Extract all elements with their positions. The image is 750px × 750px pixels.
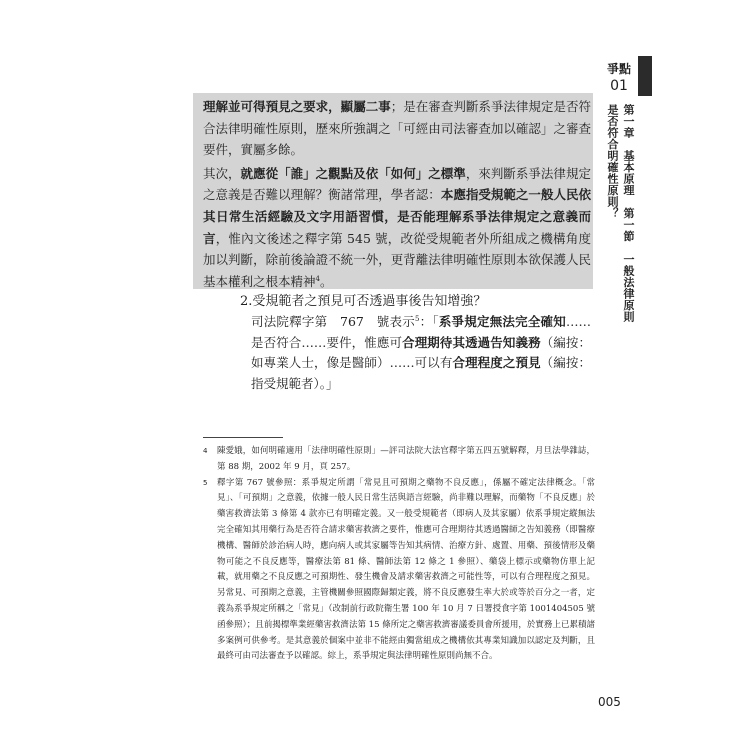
interpretation-quote [251,312,591,394]
quote-g: 合理程度之預見 [452,355,541,370]
main-body [203,96,591,292]
footnote-text: 陳愛娥，如何明確適用「法律明確性原則」—評司法院大法官釋字第五四五號解釋，月旦法學雜誌，第 88 期，2002 年 9 月，頁 257。 [217,446,595,472]
paragraph-2 [203,163,591,293]
footnotes [203,444,595,665]
paragraph-1 [203,96,591,161]
quote-d: ……是否符合……要件，惟應可 [251,314,591,350]
quote-a: 司法院釋字第 767 號表示 [251,314,415,329]
p2-d: 本應指受規範之一般人民依其日常生活經驗及文字用語習慣，是否能理解系爭法律規定之意義而言 [203,187,591,246]
footnote-ref-5[interactable]: 5 [414,314,420,323]
p1-bold: 理解並可得預見之要求，顯屬二事 [203,99,391,114]
p2-b: 就應從「誰」之觀點及依「如何」之標準 [240,165,466,181]
footnote-4 [203,444,595,476]
issue-label: 爭點 [606,62,631,76]
issue-question-header: 是否符合明確性原則？ [606,104,619,219]
quote-h: （編按：指受規範者）。」 [251,355,591,391]
quote-c: 系爭規定無法完全確知 [438,314,566,329]
page-number: 005 [598,695,621,709]
p2-c: ，來判斷系爭法律規定之意義是否難以理解？衡諸常理，學者認： [203,165,591,203]
quote-b: ：「 [419,314,439,329]
p2-a: 其次， [203,165,241,181]
issue-number: 01 [610,78,628,94]
chapter-marker-bar [638,56,652,96]
quote-f: （編按：如專業人士，像是醫師）……可以有 [251,334,591,370]
p1-rest: ；是在審查判斷系爭法律規定是否符合法律明確性原則，歷來所強調之「可經由司法審查加以確認」之審查要件，實屬多餘。 [203,99,591,158]
p2-end: 。 [319,273,333,289]
footnote-text: 釋字第 767 號參照：系爭規定所謂「常見且可預期之藥物不良反應」，係屬不確定法律概念。「常見」、「可預期」之意義，依據一般人民日常生活與語言經驗，尚非難以理解，而藥物「不良反應」於藥害救濟法第 3 條第 4 款亦已有明確定義。又一般受規範者（即病人及其家屬）依系爭規定縱無法完全確知其用藥行為是否符合請求藥害救濟之要件，惟應可合理期待其透過醫師之告知義務（即醫療機構、醫師於診治病人時，應向病人或其家屬等告知其病情、治療方針、處置、用藥、預後情形及藥物可能之不良反應等，醫療法第 81 條、醫師法第 12 條之 1 參照）、藥袋上標示或藥物仿單上記載，就用藥之不良反應之可預期性、發生機會及請求藥害救濟之可能性等，可以有合理程度之預見。另常見、可預期之意義，主管機關參照國際歸類定義，將不良反應發生率大於或等於百分之一者，定義為系爭規定所稱之「常見」（改制前行政院衛生署 100 年 10 月 7 日署授食字第 1001404505 號函參照）；且前揭標準業經藥害救濟法第 15 條所定之藥害救濟審議委員會所援用，於實務上已累積諸多案例可供參考。是其意義於個案中並非不能經由獨當組成之機構依其專業知識加以認定及判斷，且最終可由司法審查予以確認。綜上，系爭規定與法律明確性原則尚無不合。 [217,477,595,662]
chapter-running-header: 第一章 基本原理 第一節 一般法律原則 [622,104,635,323]
footnote-ref-4[interactable]: 4 [315,274,320,283]
p2-e: ，惟內文後述之釋字第 545 號，改從受規範者外所組成之機構角度加以判斷，除前後論證不統一外，更背離法律明確性原則本欲保護人民基本權利之根本精神 [203,230,591,289]
subquestion-heading: 2.受規範者之預見可否透過事後告知增強？ [240,294,487,309]
footnote-5 [203,476,595,666]
footnote-divider [203,437,283,438]
footnote-number: 4 [203,447,208,455]
quote-e: 合理期待其透過告知義務 [402,334,541,350]
footnote-number: 5 [203,478,208,487]
